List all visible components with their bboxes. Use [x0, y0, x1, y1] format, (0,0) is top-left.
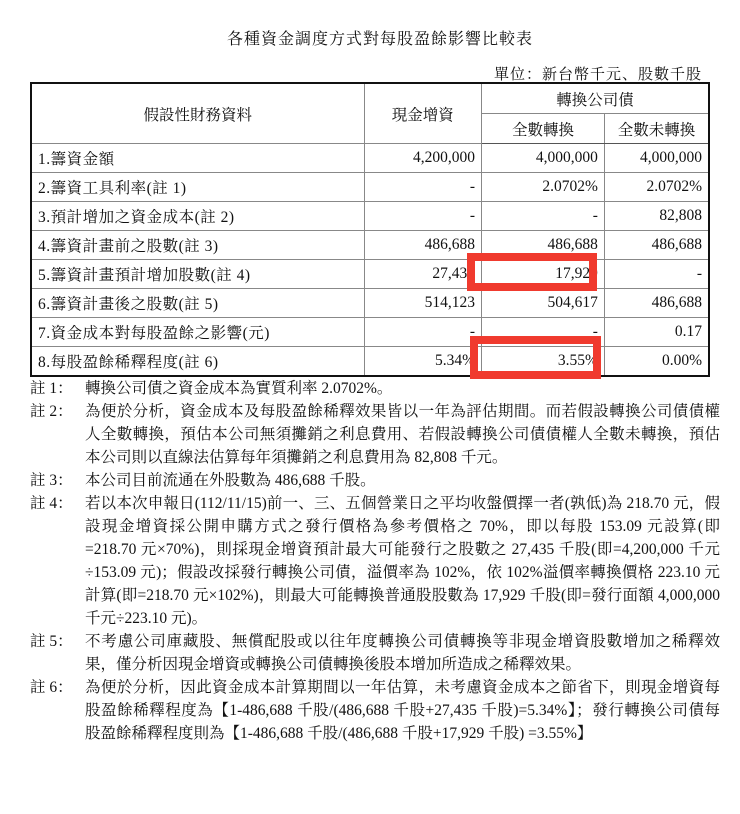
footnote-6	[30, 676, 720, 745]
cell-none: 486,688	[604, 231, 709, 260]
row-label: 8.每股盈餘稀釋程度(註 6)	[31, 347, 364, 377]
cell-cash: 27,435	[364, 260, 481, 289]
footnote-tag: 註 6：	[30, 679, 73, 696]
table-row	[31, 231, 709, 260]
footnote-text: 本公司目前流通在外股數為 486,688 千股。	[85, 472, 376, 489]
cell-none: 0.17	[604, 318, 709, 347]
cell-none: 82,808	[604, 202, 709, 231]
row-label: 7.資金成本對每股盈餘之影響(元)	[31, 318, 364, 347]
footnote-1	[30, 377, 720, 400]
cell-full: 2.0702%	[482, 173, 605, 202]
comparison-table	[30, 82, 710, 377]
table-row	[31, 347, 709, 377]
table-row	[31, 289, 709, 318]
cell-full: 4,000,000	[482, 144, 605, 173]
header-cash-increase: 現金增資	[364, 83, 481, 144]
table-row	[31, 318, 709, 347]
cell-full: -	[482, 318, 605, 347]
footnote-5	[30, 630, 720, 676]
cell-none: 0.00%	[604, 347, 709, 377]
cell-cash: -	[364, 202, 481, 231]
footnote-4	[30, 492, 720, 630]
cell-full: 486,688	[482, 231, 605, 260]
footnote-2	[30, 400, 720, 469]
cell-full: 504,617	[482, 289, 605, 318]
header-full-conversion: 全數轉換	[482, 114, 605, 144]
row-label: 2.籌資工具利率(註 1)	[31, 173, 364, 202]
cell-none: -	[604, 260, 709, 289]
header-convertible-bond: 轉換公司債	[482, 83, 709, 114]
table-row	[31, 202, 709, 231]
table-row	[31, 260, 709, 289]
cell-none: 2.0702%	[604, 173, 709, 202]
cell-cash: 514,123	[364, 289, 481, 318]
cell-full: -	[482, 202, 605, 231]
footnote-tag: 註 1：	[30, 380, 73, 397]
cell-full-highlighted: 3.55%	[482, 347, 605, 377]
cell-cash: 5.34%	[364, 347, 481, 377]
footnote-text: 若以本次申報日(112/11/15)前一、三、五個營業日之平均收盤價擇一者(孰低)為 218.70 元，假設現金增資採公開申購方式之發行價格為參考價格之 70%，即以每股 153.09 元設算(即=218.70 元×70%)，則採現金增資預計最大可能發行之股數之 27,435 千股(即=4,200,000 千元÷153.09 元)；假設改採發行轉換公司債，溢價率為 102%，依 102%溢價率轉換價格 223.10 元計算(即=218.70 元×102%)，則最大可能轉換普通股股數為 17,929 千股(即=發行面額 4,000,000 千元÷223.10 元)。	[85, 495, 720, 627]
footnote-3	[30, 469, 720, 492]
cell-cash: -	[364, 173, 481, 202]
row-label: 5.籌資計畫預計增加股數(註 4)	[31, 260, 364, 289]
cell-none: 4,000,000	[604, 144, 709, 173]
page-title: 各種資金調度方式對每股盈餘影響比較表	[226, 29, 533, 48]
header-no-conversion: 全數未轉換	[604, 114, 709, 144]
row-label: 6.籌資計畫後之股數(註 5)	[31, 289, 364, 318]
footnote-text: 轉換公司債之資金成本為實質利率 2.0702%。	[85, 380, 393, 397]
cell-none: 486,688	[604, 289, 709, 318]
footnote-text: 為便於分析，因此資金成本計算期間以一年估算，未考慮資金成本之節省下，則現金增資每股盈餘稀釋程度為【1-486,688 千股/(486,688 千股+27,435 千股)=5.34%】；發行轉換公司債每股盈餘稀釋程度則為【1-486,688 千股/(486,688 千股+17,929 千股) =3.55%】	[85, 679, 720, 742]
unit-label: 單位：新台幣千元、股數千股	[493, 65, 702, 83]
footnotes	[30, 377, 720, 745]
cell-cash: 4,200,000	[364, 144, 481, 173]
cell-cash: -	[364, 318, 481, 347]
footnote-tag: 註 4：	[30, 495, 73, 512]
header-item: 假設性財務資料	[31, 83, 364, 144]
footnote-tag: 註 3：	[30, 472, 73, 489]
footnote-tag: 註 2：	[30, 403, 73, 420]
table-row	[31, 173, 709, 202]
cell-cash: 486,688	[364, 231, 481, 260]
row-label: 4.籌資計畫前之股數(註 3)	[31, 231, 364, 260]
cell-full-highlighted: 17,929	[482, 260, 605, 289]
footnote-text: 為便於分析，資金成本及每股盈餘稀釋效果皆以一年為評估期間。而若假設轉換公司債債權人全數轉換，預估本公司無須攤銷之利息費用、若假設轉換公司債債權人全數未轉換，預估本公司則以直線法估算每年須攤銷之利息費用為 82,808 千元。	[85, 403, 720, 466]
row-label: 1.籌資金額	[31, 144, 364, 173]
footnote-tag: 註 5：	[30, 633, 73, 650]
footnote-text: 不考慮公司庫藏股、無償配股或以往年度轉換公司債轉換等非現金增資股數增加之稀釋效果，僅分析因現金增資或轉換公司債轉換後股本增加所造成之稀釋效果。	[85, 633, 720, 673]
row-label: 3.預計增加之資金成本(註 2)	[31, 202, 364, 231]
table-row	[31, 144, 709, 173]
